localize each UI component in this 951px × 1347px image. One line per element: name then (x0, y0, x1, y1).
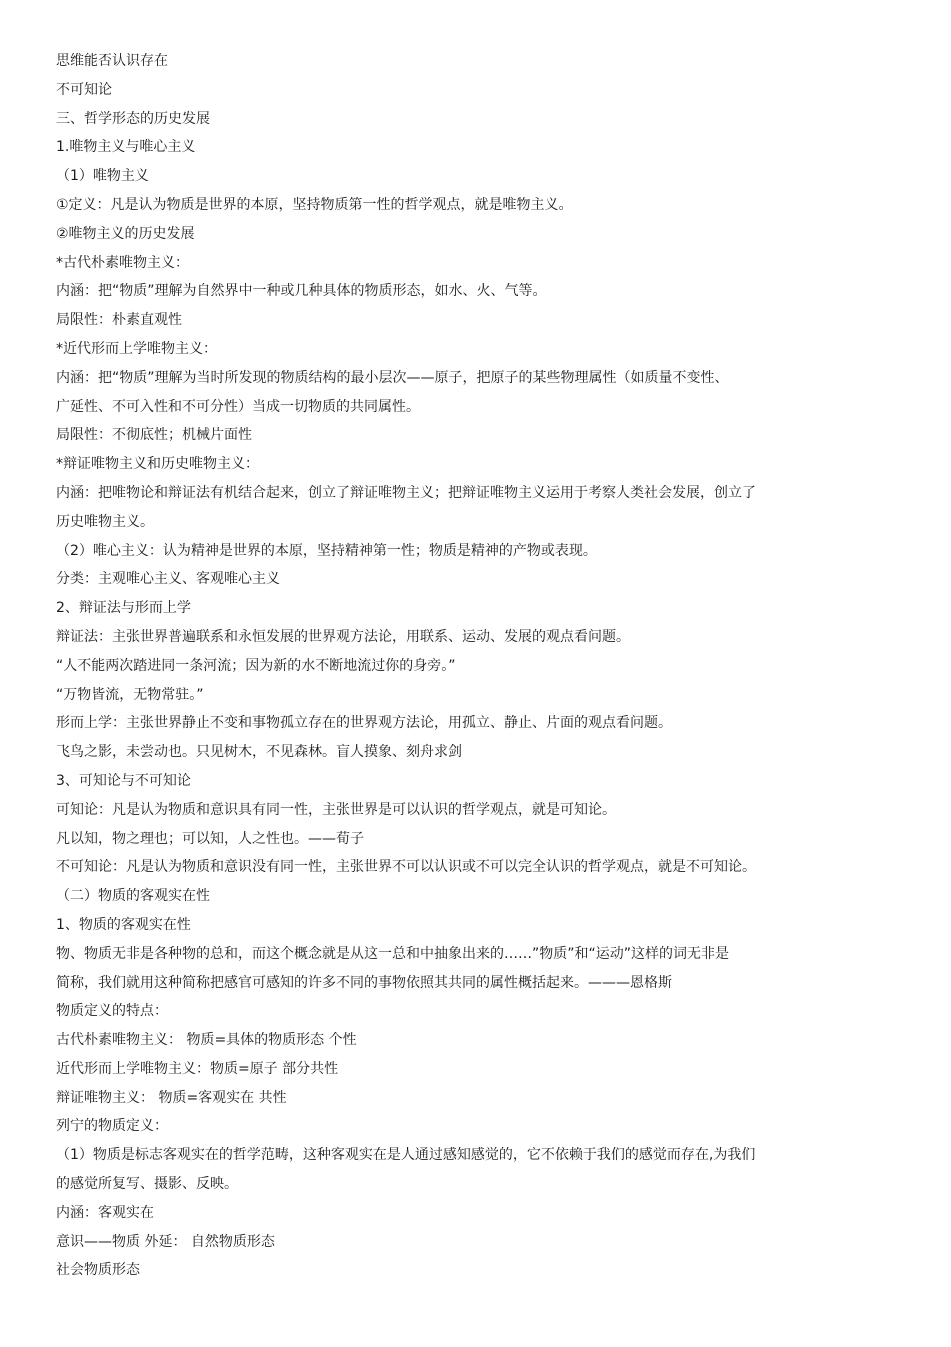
text-line: 物、物质无非是各种物的总和，而这个概念就是从这一总和中抽象出来的……”物质”和“运动”这样的词无非是 (56, 945, 730, 962)
text-line: 形而上学：主张世界静止不变和事物孤立存在的世界观方法论，用孤立、静止、片面的观点看问题。 (56, 715, 672, 732)
text-line: 列宁的物质定义： (56, 1118, 168, 1135)
text-line: 物质定义的特点： (56, 1003, 168, 1020)
quote-line: 凡以知，物之理也；可以知，人之性也。——荀子 (56, 830, 364, 847)
text-line: 飞鸟之影，未尝动也。只见树木，不见森林。盲人摸象、刻舟求剑 (56, 744, 462, 761)
subsection-heading: 1.唯物主义与唯心主义 (56, 139, 196, 156)
quote-line: “人不能两次踏进同一条河流；因为新的水不断地流过你的身旁。” (56, 657, 456, 674)
text-line: 思维能否认识存在 (56, 53, 168, 69)
section-heading: 三、哲学形态的历史发展 (56, 110, 210, 127)
text-line: 分类：主观唯心主义、客观唯心主义 (56, 571, 280, 588)
text-line: 的感觉所复写、摄影、反映。 (56, 1176, 238, 1193)
subsection-heading: 1、物质的客观实在性 (56, 916, 191, 933)
text-line: *古代朴素唯物主义： (56, 254, 189, 271)
text-line: *近代形而上学唯物主义： (56, 340, 217, 357)
text-line: 意识——物质 外延： 自然物质形态 (56, 1233, 275, 1250)
text-line: （1）物质是标志客观实在的哲学范畴，这种客观实在是人通过感知感觉的，它不依赖于我们的感觉而存在,为我们 (56, 1147, 756, 1164)
text-line: 内涵：客观实在 (56, 1204, 154, 1221)
text-line: 古代朴素唯物主义： 物质=具体的物质形态 个性 (56, 1032, 357, 1049)
text-line: 辩证唯物主义： 物质=客观实在 共性 (56, 1089, 287, 1106)
text-line: 简称，我们就用这种简称把感官可感知的许多不同的事物依照其共同的属性概括起来。———恩格斯 (56, 974, 672, 991)
text-line: ②唯物主义的历史发展 (56, 225, 195, 242)
text-line: 近代形而上学唯物主义：物质=原子 部分共性 (56, 1060, 339, 1077)
document-page (56, 47, 906, 1285)
text-line: 社会物质形态 (56, 1262, 140, 1279)
text-line: 广延性、不可入性和不可分性）当成一切物质的共同属性。 (56, 398, 420, 415)
text-line: ①定义：凡是认为物质是世界的本原，坚持物质第一性的哲学观点，就是唯物主义。 (56, 196, 573, 213)
subsection-heading: （1）唯物主义 (56, 168, 149, 185)
section-heading: （二）物质的客观实在性 (56, 888, 210, 905)
text-line: 内涵：把“物质”理解为自然界中一种或几种具体的物质形态，如水、火、气等。 (56, 283, 547, 300)
text-line: 局限性：朴素直观性 (56, 312, 182, 329)
text-line: 不可知论 (56, 81, 112, 98)
text-line: *辩证唯物主义和历史唯物主义： (56, 456, 259, 473)
text-line: 内涵：把“物质”理解为当时所发现的物质结构的最小层次——原子，把原子的某些物理属性（如质量不变性、 (56, 369, 729, 386)
text-line: 不可知论：凡是认为物质和意识没有同一性，主张世界不可以认识或不可以完全认识的哲学观点，就是不可知论。 (56, 859, 756, 876)
text-line: 局限性：不彻底性；机械片面性 (56, 427, 252, 444)
quote-line: “万物皆流，无物常驻。” (56, 686, 204, 703)
subsection-heading: 3、可知论与不可知论 (56, 772, 191, 789)
text-line: 辩证法：主张世界普遍联系和永恒发展的世界观方法论，用联系、运动、发展的观点看问题。 (56, 628, 630, 645)
text-line: 可知论：凡是认为物质和意识具有同一性，主张世界是可以认识的哲学观点，就是可知论。 (56, 801, 616, 818)
subsection-heading: （2）唯心主义：认为精神是世界的本原，坚持精神第一性；物质是精神的产物或表现。 (56, 542, 597, 559)
subsection-heading: 2、辩证法与形而上学 (56, 600, 191, 617)
text-line: 内涵：把唯物论和辩证法有机结合起来，创立了辩证唯物主义；把辩证唯物主义运用于考察人类社会发展，创立了 (56, 484, 756, 501)
text-line: 历史唯物主义。 (56, 513, 154, 530)
